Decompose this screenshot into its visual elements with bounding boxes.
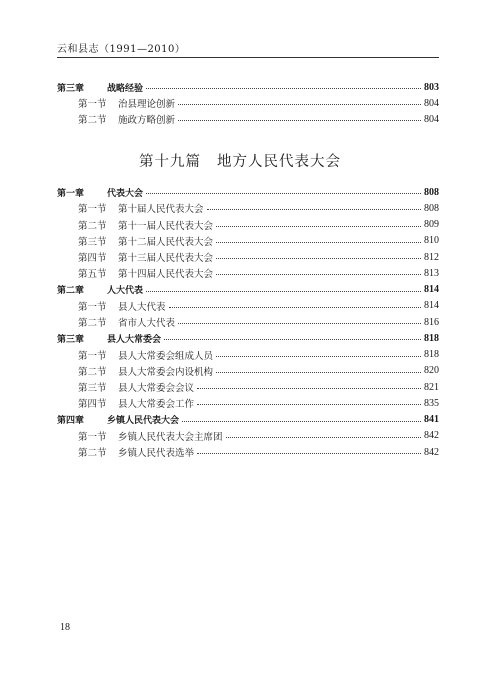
part-title [0,150,480,171]
dot-leader [178,119,421,121]
toc-entry-number: 第五节 [78,269,107,281]
toc-entry-title: 县人大常委会 [107,334,162,345]
toc-entry-page: 813 [424,267,439,279]
dot-leader [146,290,421,292]
toc-chapter-row[interactable] [0,412,480,428]
toc-entry-title: 人大代表 [107,286,144,296]
toc-chapter-row[interactable] [0,184,480,200]
toc-entry-number: 第四章 [57,416,85,426]
toc-entry-title: 第十一届人民代表大会 [118,220,214,232]
toc-section-row[interactable] [0,217,480,233]
toc-section-row[interactable] [0,428,480,444]
toc-chapter-row[interactable] [0,330,480,346]
toc-entry-number: 第三章 [57,334,85,345]
toc-entry-number: 第一节 [78,350,107,362]
toc-entry-number: 第三章 [57,83,85,94]
toc-entry-number: 第二节 [78,318,107,329]
toc-entry-page: 814 [424,284,439,295]
toc-entry-number: 第一节 [78,431,107,443]
dot-leader [197,403,421,405]
page-number: 18 [60,622,70,633]
toc-section-row[interactable] [0,249,480,265]
dot-leader [216,225,421,227]
toc-chapter-row[interactable] [0,79,480,95]
dot-leader [207,208,421,210]
dot-leader [146,87,421,89]
part-label: 第十九篇 [139,154,201,170]
toc-entry-title: 省市人大代表 [118,318,176,329]
toc-entry-title: 乡镇人民代表选举 [118,448,195,459]
dot-leader [216,371,421,373]
toc-section-row[interactable] [0,379,480,395]
toc-entry-page: 808 [424,202,439,214]
dot-leader [216,355,421,357]
toc-section-row[interactable] [0,395,480,411]
toc-section-row[interactable] [0,111,480,127]
toc-section-row[interactable] [0,363,480,379]
dot-leader [197,387,421,389]
toc-entry-title: 县人大常委会组成人员 [118,350,214,362]
dot-leader [226,436,421,438]
toc-section-row[interactable] [0,265,480,281]
toc-entry-number: 第一章 [57,188,85,199]
toc-entry-title: 第十届人民代表大会 [118,204,204,216]
dot-leader [178,103,421,105]
dot-leader [216,257,421,259]
toc-entry-number: 第一节 [78,99,107,110]
toc-entry-number: 第二节 [78,366,107,378]
toc-entry-page: 810 [424,235,439,247]
toc-entry-title: 治县理论创新 [118,99,176,110]
dot-leader [182,420,421,422]
toc-section-row[interactable] [0,95,480,111]
toc-entry-page: 809 [424,219,439,230]
toc-entry-page: 818 [424,332,439,344]
toc-entry-page: 814 [424,300,439,312]
dot-leader [146,192,421,194]
running-header: 云和县志（1991—2010） [57,44,186,55]
toc-entry-number: 第二节 [78,115,107,126]
toc-entry-number: 第四节 [78,399,107,411]
toc-entry-title: 施政方略创新 [118,115,176,126]
toc-entry-page: 820 [424,365,439,377]
toc-section-row[interactable] [0,233,480,249]
toc-entry-title: 第十三届人民代表大会 [118,253,214,264]
toc-entry-number: 第二章 [57,286,85,296]
toc-entry-page: 812 [424,251,439,263]
dot-leader [169,306,421,308]
toc-section-row[interactable] [0,200,480,216]
toc-entry-page: 808 [424,186,439,198]
toc-entry-number: 第三节 [78,383,107,394]
toc-entry-page: 842 [424,430,439,442]
toc-entry-title: 第十四届人民代表大会 [118,269,214,281]
toc-chapter-row[interactable] [0,282,480,298]
toc-entry-title: 第十二届人民代表大会 [118,236,214,248]
toc-entry-title: 县人大常委会工作 [118,399,195,411]
toc-entry-title: 县人大常委会内设机构 [118,366,214,378]
header-rule [57,57,439,58]
toc-entry-page: 804 [424,97,439,109]
toc-entry-number: 第二节 [78,220,107,232]
toc-entry-title: 乡镇人民代表大会 [107,416,180,426]
toc-entry-page: 842 [424,446,439,458]
toc-entry-number: 第三节 [78,236,107,248]
toc-entry-page: 821 [424,381,439,393]
toc-entry-number: 第一节 [78,204,107,216]
toc-section-row[interactable] [0,298,480,314]
part-name: 地方人民代表大会 [217,154,341,170]
toc-entry-page: 841 [424,414,439,425]
dot-leader [216,273,421,275]
dot-leader [216,241,421,243]
toc-entry-number: 第四节 [78,253,107,264]
dot-leader [178,322,421,324]
toc-entry-title: 县人大常委会会议 [118,383,195,394]
toc-entry-number: 第一节 [78,301,107,313]
toc-entry-page: 835 [424,397,439,409]
toc-entry-page: 803 [424,81,439,93]
toc-entry-title: 战略经验 [107,83,144,94]
toc-entry-page: 818 [424,349,439,360]
toc-section-row[interactable] [0,444,480,460]
toc-entry-page: 816 [424,316,439,328]
toc-entry-title: 县人大代表 [118,301,166,313]
dot-leader [197,452,421,454]
toc-section-row[interactable] [0,314,480,330]
toc-entry-page: 804 [424,113,439,125]
toc-entry-number: 第二节 [78,448,107,459]
toc-section-row[interactable] [0,347,480,363]
toc-entry-title: 乡镇人民代表大会主席团 [118,431,223,443]
dot-leader [164,338,421,340]
toc-entry-title: 代表大会 [107,188,144,199]
